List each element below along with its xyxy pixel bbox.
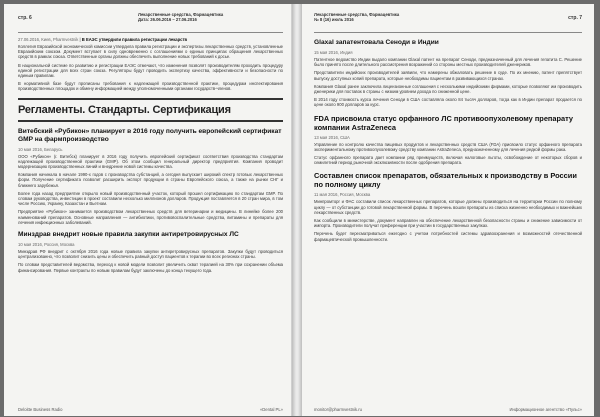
article-paragraph: По словам представителей ведомства, переход к новой модели позволит увеличить охват терапией на 30% при сохранении объема финансирования. Первые контракты по новым правилам будут заключены до конца текущего года. [18, 262, 283, 273]
article-date: 11 мая 2016, Россия, Москва [314, 192, 371, 198]
footer-left: Deloitte Business Radio [18, 407, 63, 412]
article-paragraph: Минпромторг и ФАС составили список лекарственных препаратов, которые должны производиться на территории России по полному циклу — от субстанции до готовой лекарственной формы. В перечень вошли препараты из списка жизненно необходимых и важнейших лекарственных средств. [314, 199, 582, 215]
article-paragraph: Компания начинала в начале 1990-х годов с производства субстанций, а сегодня выпускает широкий спектр готовых лекарственных форм. Получение сертификата позволит расширить экспорт продукции в страны Европейского союза, а также на рынки СНГ и ближнего зарубежья. [18, 172, 283, 188]
article-title: Минздрав внедрит новые правила закупки антиретровирусных ЛС [18, 231, 239, 239]
page-header [314, 10, 582, 33]
right-page [302, 4, 594, 416]
left-page [4, 4, 292, 416]
article-paragraph: Более года назад предприятие открыло новый производственный участок, который прошел сертификацию по стандартам GMP. По словам руководства, инвестиции в проект составили несколько миллионов долларов. Продукция поставляется в 20 стран мира, в том числе Россию, Украину, Казахстан и Вьетнам. [18, 190, 283, 207]
article-date: 27.06.2016, Киев [18, 37, 51, 42]
footer-left: monitor@pharmvestnik.ru [314, 407, 363, 412]
article-title: Составлен список препаратов, обязательных к производству в России по полному циклу [314, 171, 577, 190]
page-number: стр. 6 [18, 15, 32, 21]
page-gutter [292, 4, 302, 416]
article-paragraph: Перечень будет пересматриваться ежегодно с учетом потребностей системы здравоохранения и возможностей отечественной фармацевтической промышленности. [314, 231, 582, 242]
article-title: Витебский «Рубикон» планирует в 2016 году получить европейский сертификат GMP на фармпроизводство [18, 127, 282, 143]
article-source: Pharmvestnik [52, 37, 79, 42]
article-paragraph: В нормативной базе будут прописаны требования к надлежащей производственной практике, процедурам инспектирования производственных площадок и обмену информацией между уполномоченными органами государств-членов. [18, 81, 283, 92]
header-info: Лекарственные средства, Фармацевтика Дата: 26.06.2016 – 27.06.2016 [138, 12, 224, 22]
article-paragraph: ООО «Рубикон» (г. Витебск) планирует в 2016 году получить европейский сертификат соответствия производства стандартам надлежащей производственной практики (GMP). Об этом сообщил генеральный директор предприятия. Компания проводит модернизацию производственных линий и внедрение новой системы качества. [18, 153, 283, 170]
article-date: 15 мая 2016, Индия [314, 50, 353, 55]
header-info: Лекарственные средства, Фармацевтика № 8 (16) июль 2016 [314, 12, 400, 22]
page-header [18, 10, 283, 33]
footer-right: «Dental PL» [259, 407, 283, 412]
article-paragraph: Компания Glaxal ранее заключила лицензионные соглашения с несколькими индийскими фирмами, которые позволяют им производить дженерики для поставок в страны с низким уровнем дохода по сниженной цене. [314, 83, 582, 95]
article-paragraph: Патентное ведомство Индии выдало компании Glaxal патент на препарат Сеноди, предназначенный для лечения гепатита С. Решение было принято после длительного рассмотрения возражений со стороны местных производителей дженериков. [314, 57, 582, 68]
article-paragraph: Предприятие «Рубикон» занимается производством лекарственных средств для ветеринарии и медицины. В линейке более 200 наименований препаратов. Основные направления — антибиотики, противовоспалительные средства, витамины и препараты для лечения инфекционных заболеваний. [18, 209, 283, 225]
page-number: стр. 7 [568, 15, 582, 21]
article-paragraph: В национальной системе по развитию и регистрации ЕАЭС отмечают, что изменения позволят производителям проходить процедуру единой регистрации для всех стран союза. Регуляторы будут проводить экспертизу качества, эффективности и безопасности по единым правилам. [18, 62, 283, 79]
article-paragraph: Представители индийских производителей заявили, что намерены обжаловать решение в суде. По их мнению, патент препятствует выпуску доступных копий препарата, которые необходимы пациентам в развивающихся странах. [314, 70, 582, 81]
article-headline: В ЕАЭС утвердили правила регистрации лекарств [81, 37, 188, 42]
article-paragraph: Коллегия Евразийской экономической комиссии утвердила правила регистрации и экспертизы лекарственных средств, установленные Евразийским союзом. Документ вступает в силу одновременно с соглашениями о единых принципах обращения лекарственных средств в рамках союза. Ответственные органы должны обеспечить выполнение новых требований к досье. [18, 44, 283, 60]
article-paragraph: Минздрав РФ внедрит с октября 2016 года новые правила закупки антиретровирусных препаратов. Закупки будут проводиться централизованно, что позволит снизить цены и обеспечить равный доступ пациентов к терапии во всех регионах страны. [18, 249, 283, 260]
article-title: Glaxal запатентовала Сеноди в Индии [314, 39, 439, 46]
footer-right: Информационное агентство «Пульс» [509, 407, 582, 412]
article-title: FDA присвоила статус орфанного ЛС противоопухолевому препарату компании AstraZeneca [314, 113, 574, 132]
article-paragraph: Как сообщили в министерстве, документ направлен на обеспечение лекарственной безопасности страны и снижение зависимости от импорта. Производители получат преференции при участии в государственных закупках. [314, 218, 582, 229]
intro-date-line: 27.06.2016, Киев, Pharmvestnik | В ЕАЭС утвердили правила регистрации лекарств [18, 37, 188, 42]
article-date: 13 мая 2016, США [314, 134, 350, 140]
article-paragraph: Статус орфанного препарата дает компании ряд преимуществ, включая налоговые льготы, освобождение от некоторых сборов и семилетний период рыночной эксклюзивности после одобрения препарата. [314, 155, 582, 166]
article-date: 10 мая 2016, Беларусь [18, 146, 63, 152]
article-paragraph: В 2014 году стоимость курса лечения Сеноди в США составляла около 84 тысяч долларов, тогда как в Индии препарат продается по цене около 900 долларов за курс. [314, 97, 582, 108]
article-paragraph: Управление по контролю качества пищевых продуктов и лекарственных средств США (FDA) присвоило статус орфанного препарата экспериментальному противоопухолевому средству компании AstraZeneca, предназначенному для лечения редкой формы рака. [314, 141, 582, 152]
section-title: Регламенты. Стандарты. Сертификация [18, 98, 283, 122]
article-date: 10 мая 2016, Россия, Москва [18, 242, 75, 248]
